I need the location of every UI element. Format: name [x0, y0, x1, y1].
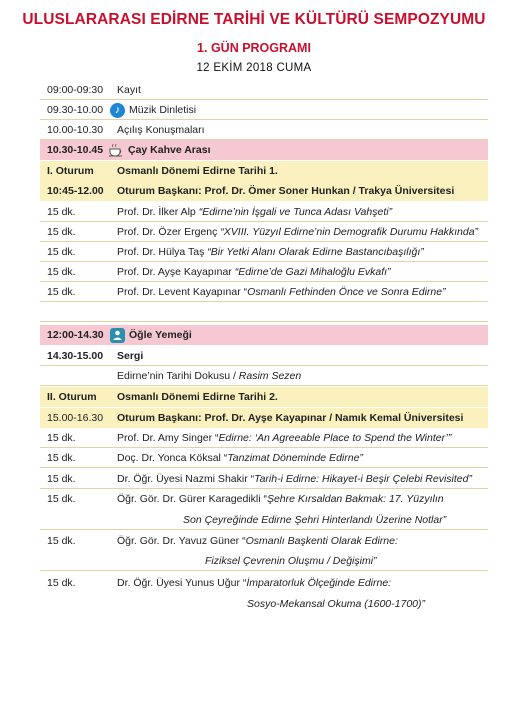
talk-speaker: Doç. Dr. Yonca Köksal “ [117, 452, 228, 464]
session-chair [40, 181, 488, 201]
talk-speaker: Prof. Dr. Amy Singer “ [117, 432, 219, 444]
talk-speaker: Prof. Dr. Levent Kayapınar “ [117, 286, 248, 298]
talk-row [40, 489, 488, 509]
talk-speaker: Prof. Dr. Ayşe Kayapınar [117, 266, 235, 278]
talk-title: “Bir Yetki Alanı Olarak Edirne Bastancıbaşılığı” [207, 246, 424, 258]
schedule-row-break [40, 325, 488, 345]
row-time: 15 dk. [47, 206, 76, 218]
talk-speaker: Dr. Öğr. Üyesi Yunus Uğur “ [117, 577, 247, 589]
talk-title: Şehre Kırsaldan Bakmak: 17. Yüzyılın [266, 493, 444, 505]
row-time: 15 dk. [47, 286, 76, 298]
schedule-row [40, 346, 488, 366]
row-time: 15 dk. [47, 266, 76, 278]
talk-title: “Edirne’nin İşgali ve Tunca Adası Vahşeti” [198, 206, 393, 218]
schedule-row [40, 366, 488, 386]
session-header [40, 161, 488, 181]
session-label: II. Oturum [47, 391, 97, 403]
session-title: Osmanlı Dönemi Edirne Tarihi 1. [117, 165, 278, 177]
row-content [117, 366, 301, 386]
schedule-row [40, 120, 488, 140]
row-content [117, 448, 363, 468]
row-time: 09.30-10.00 [47, 104, 104, 116]
talk-speaker: Prof. Dr. İlker Alp [117, 206, 199, 218]
coffee-cup-icon [108, 143, 124, 157]
row-content [117, 262, 391, 282]
row-time: 15.00-16.30 [47, 412, 104, 424]
row-content [117, 489, 444, 509]
row-time: 15 dk. [47, 577, 76, 589]
talk-row [40, 531, 488, 551]
row-content [117, 469, 472, 489]
empty-row [40, 302, 488, 322]
schedule-row [40, 80, 488, 100]
page-title: ULUSLARARASI EDİRNE TARİHİ VE KÜLTÜRÜ SEMPOZYUMU [22, 11, 486, 28]
talk-title: İmparatorluk Ölçeğinde Edirne: [246, 577, 392, 589]
lunch-icon [110, 328, 125, 343]
row-time: 15 dk. [47, 535, 76, 547]
row-content [117, 573, 391, 593]
talk-title-line2: Son Çeyreğinde Edirne Şehri Hinterlandı Üzerine Notlar” [183, 514, 447, 526]
row-content [117, 242, 424, 262]
exhibition-title: Edirne’nin Tarihi Dokusu / [117, 370, 239, 382]
music-note-icon: ♪ [110, 103, 125, 118]
talk-speaker: Dr. Öğr. Üyesi Nazmi Shakir “ [117, 473, 255, 485]
row-time: 15 dk. [47, 493, 76, 505]
talk-row [40, 222, 488, 242]
talk-row [40, 428, 488, 448]
schedule-row [40, 100, 488, 120]
session-label: I. Oturum [47, 165, 94, 177]
talk-speaker: Prof. Dr. Özer Ergenç [117, 226, 221, 238]
talk-title: Edirne: ‘An Agreeable Place to Spend the Winter’” [218, 432, 452, 444]
row-time: 10.30-10.45 [47, 144, 104, 156]
row-time: 10:45-12.00 [47, 185, 104, 197]
row-time: 10.00-10.30 [47, 124, 104, 136]
talk-row-continuation [40, 594, 488, 614]
talk-row [40, 202, 488, 222]
session-header [40, 387, 488, 407]
row-text: Açılış Konuşmaları [117, 124, 205, 136]
row-content [117, 428, 451, 448]
talk-title: Osmanlı Başkenti Olarak Edirne: [245, 535, 398, 547]
talk-row-continuation [40, 551, 488, 571]
row-text: Oturum Başkanı: Prof. Dr. Ömer Soner Hunkan / Trakya Üniversitesi [117, 185, 455, 197]
talk-speaker: Öğr. Gör. Dr. Yavuz Güner “ [117, 535, 246, 547]
talk-title-line2: Fiziksel Çevrenin Oluşmu / Değişimi” [205, 555, 377, 567]
talk-row [40, 282, 488, 302]
row-text: Öğle Yemeği [129, 329, 192, 341]
talk-row [40, 262, 488, 282]
talk-row [40, 242, 488, 262]
talk-row [40, 469, 488, 489]
talk-speaker: Prof. Dr. Hülya Taş [117, 246, 208, 258]
row-text: Oturum Başkanı: Prof. Dr. Ayşe Kayapınar / Namık Kemal Üniversitesi [117, 412, 464, 424]
talk-title-line2: Sosyo-Mekansal Okuma (1600-1700)” [247, 598, 425, 610]
talk-title: Tanzimat Döneminde Edirne” [227, 452, 363, 464]
schedule-row-break [40, 140, 488, 160]
row-content [110, 325, 192, 345]
talk-title: “XVIII. Yüzyıl Edirne’nin Demografik Durumu Hakkında” [220, 226, 479, 238]
talk-row [40, 573, 488, 593]
talk-title: “Edirne’de Gazi Mihaloğlu Evkafı” [234, 266, 391, 278]
row-time: 15 dk. [47, 226, 76, 238]
row-time: 15 dk. [47, 432, 76, 444]
row-content [110, 100, 196, 120]
row-time: 15 dk. [47, 452, 76, 464]
row-time: 12:00-14.30 [47, 329, 104, 341]
talk-speaker: Öğr. Gör. Dr. Gürer Karagedikli “ [117, 493, 267, 505]
row-text: Çay Kahve Arası [128, 144, 211, 156]
row-content [117, 222, 478, 242]
row-time: 09:00-09:30 [47, 84, 104, 96]
talk-title: Osmanlı Fethinden Önce ve Sonra Edirne” [247, 286, 446, 298]
row-content [117, 202, 392, 222]
program-date: 12 EKİM 2018 CUMA [196, 62, 312, 74]
session-chair [40, 408, 488, 428]
row-text: Müzik Dinletisi [129, 104, 197, 116]
row-text: Kayıt [117, 84, 141, 96]
row-content [117, 282, 446, 302]
program-subtitle: 1. GÜN PROGRAMI [197, 41, 311, 55]
session-title: Osmanlı Dönemi Edirne Tarihi 2. [117, 391, 278, 403]
row-text: Sergi [117, 350, 144, 362]
row-time: 15 dk. [47, 473, 76, 485]
talk-row-continuation [40, 510, 488, 530]
talk-title: Tarih-i Edirne: Hikayet-i Beşir Çelebi Revisited” [254, 473, 472, 485]
row-time: 15 dk. [47, 246, 76, 258]
row-content [108, 140, 211, 160]
exhibition-artist: Rasim Sezen [238, 370, 302, 382]
row-content [117, 531, 398, 551]
row-time: 14.30-15.00 [47, 350, 104, 362]
talk-row [40, 448, 488, 468]
